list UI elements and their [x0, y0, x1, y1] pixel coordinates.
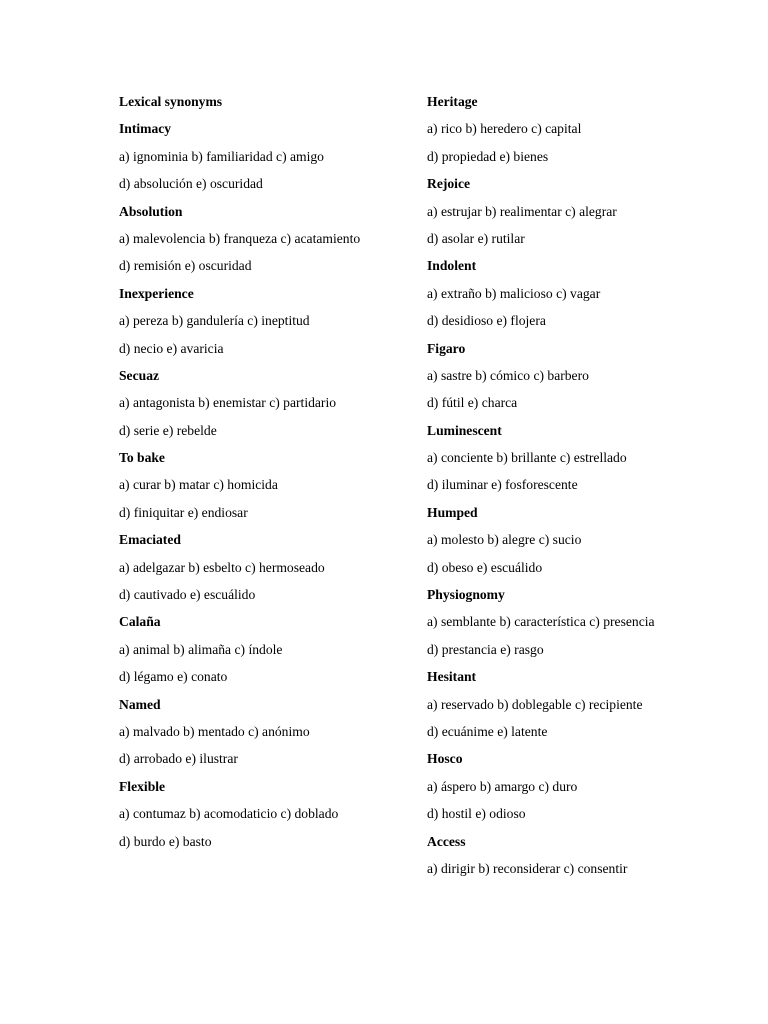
- word-heading: Hosco: [427, 751, 463, 767]
- option-line: d) asolar e) rutilar: [427, 230, 525, 246]
- option-line: a) malvado b) mentado c) anónimo: [119, 723, 310, 739]
- word-heading: Indolent: [427, 258, 477, 274]
- option-line: d) iluminar e) fosforescente: [427, 477, 578, 493]
- word-heading: Secuaz: [119, 367, 160, 383]
- word-heading: Lexical synonyms: [119, 94, 223, 109]
- word-heading: Named: [119, 696, 161, 712]
- option-line: a) dirigir b) reconsiderar c) consentir: [427, 860, 628, 876]
- option-line: d) légamo e) conato: [119, 669, 228, 685]
- option-line: d) propiedad e) bienes: [427, 148, 549, 164]
- word-heading: Emaciated: [119, 532, 181, 548]
- option-line: a) reservado b) doblegable c) recipiente: [427, 696, 643, 712]
- option-line: a) conciente b) brillante c) estrellado: [427, 450, 627, 466]
- option-line: a) contumaz b) acomodaticio c) doblado: [119, 806, 339, 822]
- option-line: d) necio e) avaricia: [119, 340, 224, 356]
- option-line: d) prestancia e) rasgo: [427, 641, 544, 657]
- option-line: a) curar b) matar c) homicida: [119, 477, 278, 493]
- option-line: a) ignominia b) familiaridad c) amigo: [119, 148, 324, 164]
- option-line: d) arrobado e) ilustrar: [119, 751, 238, 767]
- option-line: d) remisión e) oscuridad: [119, 258, 252, 274]
- right-column: [427, 92, 757, 886]
- word-heading: Luminescent: [427, 422, 502, 438]
- word-heading: Figaro: [427, 340, 466, 356]
- option-line: a) rico b) heredero c) capital: [427, 121, 582, 137]
- option-line: d) fútil e) charca: [427, 395, 518, 411]
- word-heading: Flexible: [119, 778, 166, 794]
- option-line: a) áspero b) amargo c) duro: [427, 778, 578, 794]
- option-line: d) ecuánime e) latente: [427, 723, 548, 739]
- left-column: [119, 92, 419, 859]
- option-line: a) antagonista b) enemistar c) partidario: [119, 395, 337, 411]
- option-line: d) obeso e) escuálido: [427, 559, 543, 575]
- option-line: d) serie e) rebelde: [119, 422, 217, 438]
- word-heading: Heritage: [427, 94, 478, 109]
- word-heading: Inexperience: [119, 285, 194, 301]
- option-line: d) desidioso e) flojera: [427, 313, 546, 329]
- word-heading: Hesitant: [427, 669, 477, 685]
- option-line: d) cautivado e) escuálido: [119, 587, 256, 603]
- option-line: a) sastre b) cómico c) barbero: [427, 367, 589, 383]
- option-line: a) pereza b) gandulería c) ineptitud: [119, 313, 310, 329]
- option-line: d) burdo e) basto: [119, 833, 212, 849]
- word-heading: Calaña: [119, 614, 161, 630]
- option-line: a) extraño b) malicioso c) vagar: [427, 285, 601, 301]
- option-line: d) hostil e) odioso: [427, 806, 526, 822]
- option-line: a) semblante b) característica c) presencia: [427, 614, 655, 630]
- word-heading: Absolution: [119, 203, 183, 219]
- word-heading: Humped: [427, 504, 478, 520]
- word-heading: Intimacy: [119, 121, 172, 137]
- word-heading: Physiognomy: [427, 587, 505, 603]
- word-heading: Rejoice: [427, 176, 471, 192]
- option-line: a) estrujar b) realimentar c) alegrar: [427, 203, 617, 219]
- option-line: a) adelgazar b) esbelto c) hermoseado: [119, 559, 325, 575]
- word-heading: To bake: [119, 450, 165, 466]
- option-line: a) animal b) alimaña c) índole: [119, 641, 283, 657]
- option-line: d) finiquitar e) endiosar: [119, 504, 248, 520]
- option-line: d) absolución e) oscuridad: [119, 176, 263, 192]
- word-heading: Access: [427, 833, 466, 849]
- option-line: a) molesto b) alegre c) sucio: [427, 532, 582, 548]
- option-line: a) malevolencia b) franqueza c) acatamiento: [119, 230, 361, 246]
